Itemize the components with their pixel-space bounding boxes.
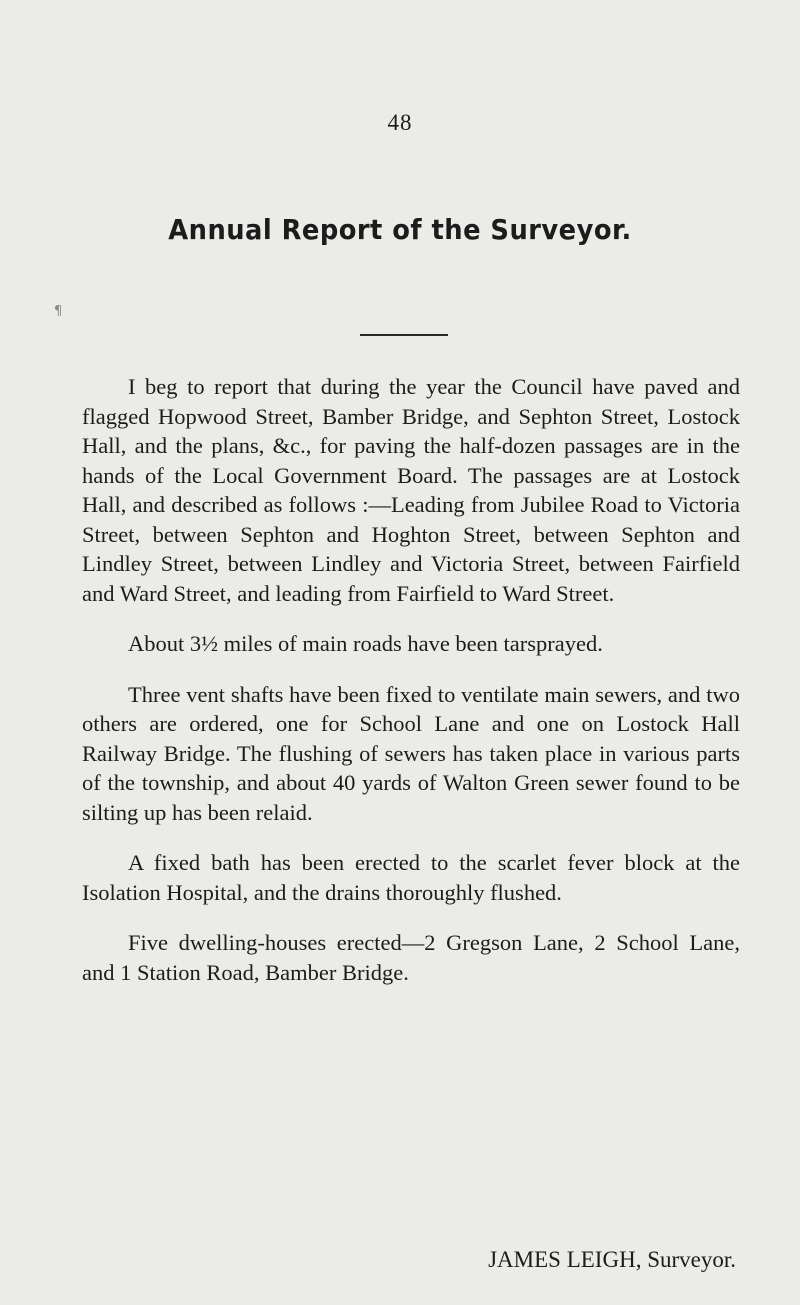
heading-rule <box>360 334 448 336</box>
paragraph-tarspraying: About 3½ miles of main roads have been tarsprayed. <box>128 631 603 656</box>
page-number: 48 <box>387 110 413 135</box>
paragraph-sewers: Three vent shafts have been fixed to ventilate main sewers, and two others are ordered, one for School Lane and one on Lostock Hall Railway Bridge. The flushing of sewers has taken place in various parts of the township, and about 40 yards of Walton Green sewer found to be silting up has been relaid. <box>82 681 740 825</box>
paragraph-dwellings: Five dwelling-houses erected—2 Gregson Lane, 2 School Lane, and 1 Station Road, Bamber Bridge. <box>82 930 740 985</box>
paragraph-bath: A fixed bath has been erected to the scarlet fever block at the Isolation Hospital, and the drains thoroughly flushed. <box>82 850 740 905</box>
margin-mark: ¶ <box>54 304 63 319</box>
paragraph-paving: I beg to report that during the year the Council have paved and flagged Hopwood Street, Bamber Bridge, and Sephton Street, Lostock Hall, and the plans, &c., for paving the half-dozen passages are in the hands of the Local Government Board. The passages are at Lostock Hall, and described as follows :—Leading from Jubilee Road to Victoria Street, between Sephton and Hoghton Street, between Sephton and Lindley Street, between Lindley and Victoria Street, between Fairfield and Ward Street, and leading from Fairfield to Ward Street. <box>82 374 740 606</box>
report-heading: Annual Report of the Surveyor. <box>168 213 632 246</box>
surveyor-signature: JAMES LEIGH, Surveyor. <box>488 1247 736 1272</box>
report-body <box>82 372 740 987</box>
